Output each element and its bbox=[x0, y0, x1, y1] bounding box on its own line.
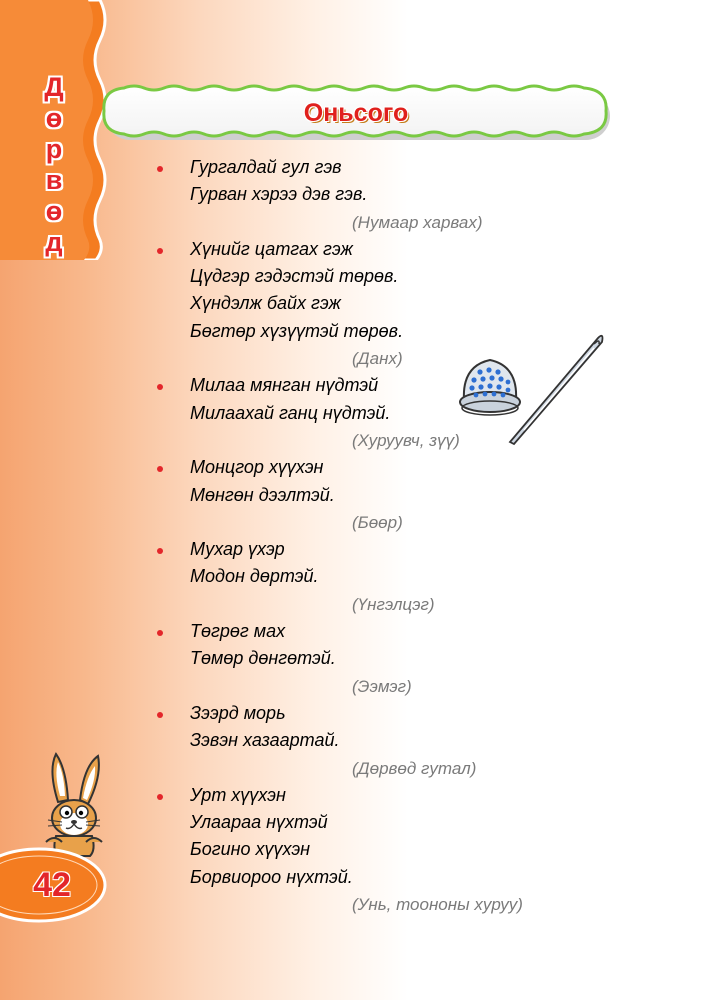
page-number: 42 bbox=[33, 865, 71, 904]
chapter-letter: р bbox=[45, 134, 63, 164]
riddle-line: Улаараа нүхтэй bbox=[190, 812, 328, 833]
riddle-item bbox=[148, 782, 588, 918]
riddle-item bbox=[148, 536, 588, 618]
bullet-icon bbox=[157, 166, 163, 172]
riddle-item bbox=[148, 618, 588, 700]
riddle-answer: (Хуруувч, зүү) bbox=[352, 430, 460, 450]
riddle-line: Урт хүүхэн bbox=[190, 784, 286, 805]
riddle-line: Богино хүүхэн bbox=[190, 839, 311, 860]
riddle-item bbox=[148, 454, 588, 536]
chapter-letter: в bbox=[45, 165, 63, 195]
riddle-line: Гургалдай гул гэв bbox=[190, 157, 342, 177]
riddle-line: Цүдгэр гэдэстэй төрөв. bbox=[190, 266, 399, 287]
riddle-answer: (Үнгэлцэг) bbox=[352, 594, 435, 614]
riddle-list bbox=[148, 154, 588, 918]
riddle-line: Модон дөртэй. bbox=[190, 566, 319, 587]
riddle-answer: (Данх) bbox=[352, 349, 403, 369]
bullet-icon bbox=[157, 712, 163, 718]
riddle-item bbox=[148, 154, 588, 236]
riddle-line: Төмөр дөнгөтэй. bbox=[190, 648, 336, 669]
riddle-line: Борвиороо нүхтэй. bbox=[190, 866, 353, 887]
riddle-answer: (Бөөр) bbox=[352, 512, 403, 532]
riddle-line: Мухар үхэр bbox=[190, 539, 285, 560]
riddle-line: Милаахай ганц нүдтэй. bbox=[190, 402, 391, 423]
bullet-icon bbox=[157, 466, 163, 472]
bullet-icon bbox=[157, 248, 163, 254]
bullet-icon bbox=[157, 630, 163, 636]
chapter-title-vertical bbox=[34, 72, 74, 258]
chapter-letter: д bbox=[45, 227, 63, 257]
riddle-item bbox=[148, 700, 588, 782]
needle-icon bbox=[510, 336, 603, 444]
riddle-line: Зэвэн хазаартай. bbox=[190, 730, 340, 751]
riddle-line: Мөнгөн дээлтэй. bbox=[190, 484, 335, 505]
riddle-line: Милаа мянган нүдтэй bbox=[190, 375, 379, 396]
riddle-line: Зээрд морь bbox=[190, 702, 286, 723]
riddle-answer: (Дөрвөд гутал) bbox=[352, 758, 477, 778]
riddle-line: Бөгтөр хүзүүтэй төрөв. bbox=[190, 320, 404, 341]
thimble-icon bbox=[460, 360, 520, 415]
riddle-line: Монцгор хүүхэн bbox=[190, 457, 324, 478]
bullet-icon bbox=[157, 794, 163, 800]
chapter-letter: ө bbox=[45, 103, 63, 133]
riddle-line: Хүндэлж байх гэж bbox=[190, 293, 341, 314]
sewing-illustration bbox=[454, 330, 608, 448]
riddle-line: Гурван хэрээ дэв гэв. bbox=[190, 184, 368, 205]
chapter-letter: ө bbox=[45, 196, 63, 226]
riddle-answer: (Нумаар харвах) bbox=[352, 212, 483, 232]
bullet-icon bbox=[157, 548, 163, 554]
riddle-answer: (Унь, тоононы хуруу) bbox=[352, 895, 523, 915]
riddle-line: Төгрөг мах bbox=[190, 621, 286, 642]
page-title: Оньсого bbox=[303, 98, 409, 127]
chapter-letter: Д bbox=[44, 72, 64, 102]
rabbit-icon bbox=[40, 750, 110, 860]
bullet-icon bbox=[157, 384, 163, 390]
riddle-answer: (Ээмэг) bbox=[352, 676, 412, 696]
riddle-line: Хүнийг цатгах гэж bbox=[190, 238, 353, 259]
